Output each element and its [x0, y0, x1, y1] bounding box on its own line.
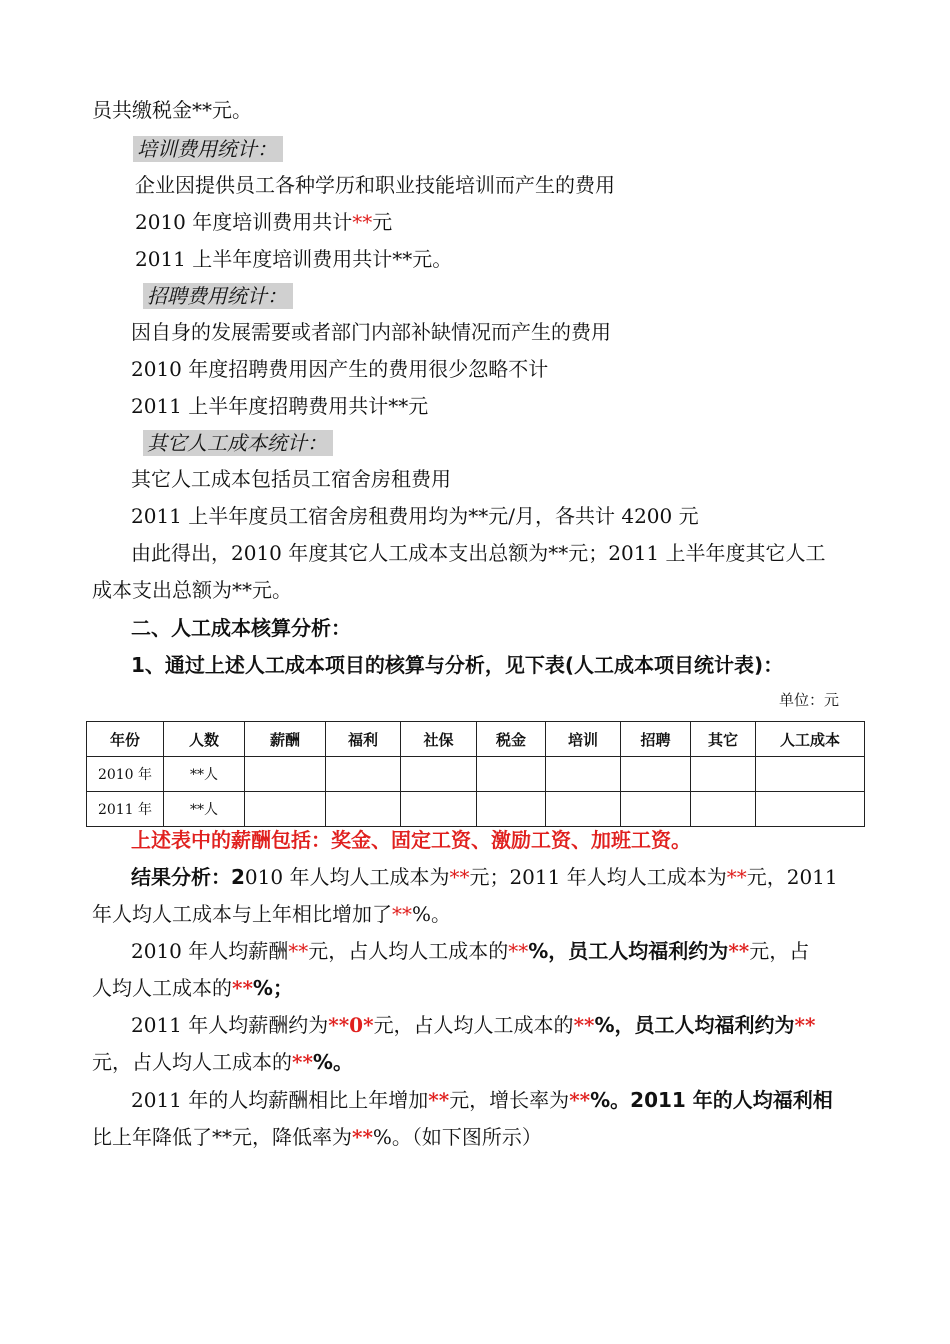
col-header: 其它 [691, 722, 756, 757]
placeholder-value: ** [292, 1050, 313, 1074]
subsection-title: 1、通过上述人工成本项目的核算与分析，见下表(人工成本项目统计表)： [131, 653, 784, 677]
text-span: 2010 年度培训费用共计 [135, 210, 353, 234]
col-header: 社保 [401, 722, 477, 757]
table-cell [691, 757, 756, 792]
col-header: 招聘 [621, 722, 691, 757]
text-line: 2011 上半年度培训费用共计**元。 [135, 247, 453, 271]
table-cell: 2010 年 [87, 757, 164, 792]
text-span: %，员工人均福利约为 [528, 939, 729, 963]
text-line: 2010 年度招聘费用因产生的费用很少忽略不计 [131, 357, 549, 381]
col-header: 税金 [477, 722, 546, 757]
text-span: %。 [412, 902, 452, 926]
result-line [131, 938, 809, 964]
text-span: %，员工人均福利约为 [594, 1013, 795, 1037]
table-cell: 2011 年 [87, 792, 164, 827]
placeholder-value: ** [794, 1013, 816, 1037]
placeholder-value: ** [508, 939, 529, 963]
table-cell [756, 792, 865, 827]
result-line [131, 1012, 815, 1038]
table-cell: **人 [164, 792, 245, 827]
result-label: 结果分析：2 [131, 865, 245, 889]
text-span: %； [252, 976, 293, 1000]
text-span: 元，占人均人工成本的 [308, 939, 509, 963]
text-span: 元；2011 年人均人工成本为 [469, 865, 727, 889]
placeholder-value: ** [728, 939, 750, 963]
text-span: 年人均人工成本与上年相比增加了 [92, 902, 392, 926]
text-span: 2010 年人均薪酬 [131, 939, 289, 963]
result-line [92, 901, 451, 927]
table-cell [621, 757, 691, 792]
col-header: 人工成本 [756, 722, 865, 757]
text-span: %。（如下图所示） [372, 1125, 542, 1149]
table-cell [477, 757, 546, 792]
section-heading-training: 培训费用统计： [133, 136, 283, 162]
table-row [87, 757, 865, 792]
text-span: 元，增长率为 [449, 1088, 570, 1112]
text-line: 企业因提供员工各种学历和职业技能培训而产生的费用 [135, 173, 615, 197]
text-span: 元，2011 [746, 865, 838, 889]
table-cell [326, 757, 401, 792]
result-line [131, 864, 838, 890]
section-title: 二、人工成本核算分析： [131, 616, 351, 640]
section-heading-other: 其它人工成本统计： [143, 430, 333, 456]
text-line: 由此得出，2010 年度其它人工成本支出总额为**元；2011 上半年度其它人工 [131, 541, 826, 565]
table-cell [326, 792, 401, 827]
cost-table [86, 721, 865, 827]
text-span: 元 [372, 210, 393, 234]
unit-label: 单位：元 [779, 691, 840, 709]
placeholder-value: ** [726, 865, 747, 889]
table-cell [691, 792, 756, 827]
table-cell [756, 757, 865, 792]
placeholder-value: ** [569, 1088, 591, 1112]
text-span: 元，占人均人工成本的 [373, 1013, 574, 1037]
text-span: 2011 年的人均薪酬相比上年增加 [131, 1088, 429, 1112]
table-cell [546, 757, 621, 792]
table-cell [245, 757, 326, 792]
text-line: 因自身的发展需要或者部门内部补缺情况而产生的费用 [131, 320, 611, 344]
result-line [92, 1124, 542, 1150]
text-line: 员共缴税金**元。 [92, 98, 252, 122]
placeholder-value: ** [449, 865, 470, 889]
placeholder-value: ** [392, 902, 412, 926]
result-line [92, 975, 293, 1001]
text-span: 010 年人均人工成本为 [244, 865, 450, 889]
result-line [92, 1049, 353, 1075]
text-line: 其它人工成本包括员工宿舍房租费用 [131, 467, 451, 491]
placeholder-value: ** [573, 1013, 595, 1037]
table-cell [401, 757, 477, 792]
placeholder-value: ** [428, 1088, 450, 1112]
placeholder-value: **0* [328, 1013, 374, 1037]
col-header: 年份 [87, 722, 164, 757]
table-row [87, 792, 865, 827]
table-note: 上述表中的薪酬包括：奖金、固定工资、激励工资、加班工资。 [131, 828, 691, 852]
table-cell [546, 792, 621, 827]
text-line: 成本支出总额为**元。 [92, 578, 292, 602]
placeholder-value: ** [352, 210, 373, 234]
placeholder-value: ** [232, 976, 253, 1000]
table-cell [245, 792, 326, 827]
text-span: 元，占 [749, 939, 810, 963]
section-heading-recruit: 招聘费用统计： [143, 283, 293, 309]
table-header-row [87, 722, 865, 757]
text-line: 2011 上半年度员工宿舍房租费用均为**元/月，各共计 4200 元 [131, 504, 699, 528]
text-span: 人均人工成本的 [92, 976, 232, 1000]
table-cell [621, 792, 691, 827]
text-span: 2011 年人均薪酬约为 [131, 1013, 329, 1037]
text-span: 元，占人均人工成本的 [92, 1050, 292, 1074]
result-line [131, 1087, 833, 1113]
text-span: %。2011 年的人均福利相 [590, 1088, 833, 1112]
col-header: 培训 [546, 722, 621, 757]
table-cell [401, 792, 477, 827]
placeholder-value: ** [288, 939, 309, 963]
text-line [135, 209, 392, 235]
col-header: 人数 [164, 722, 245, 757]
table-cell: **人 [164, 757, 245, 792]
col-header: 薪酬 [245, 722, 326, 757]
text-line: 2011 上半年度招聘费用共计**元 [131, 394, 429, 418]
table-cell [477, 792, 546, 827]
col-header: 福利 [326, 722, 401, 757]
placeholder-value: ** [352, 1125, 373, 1149]
text-span: 比上年降低了**元，降低率为 [92, 1125, 352, 1149]
text-span: %。 [312, 1050, 353, 1074]
